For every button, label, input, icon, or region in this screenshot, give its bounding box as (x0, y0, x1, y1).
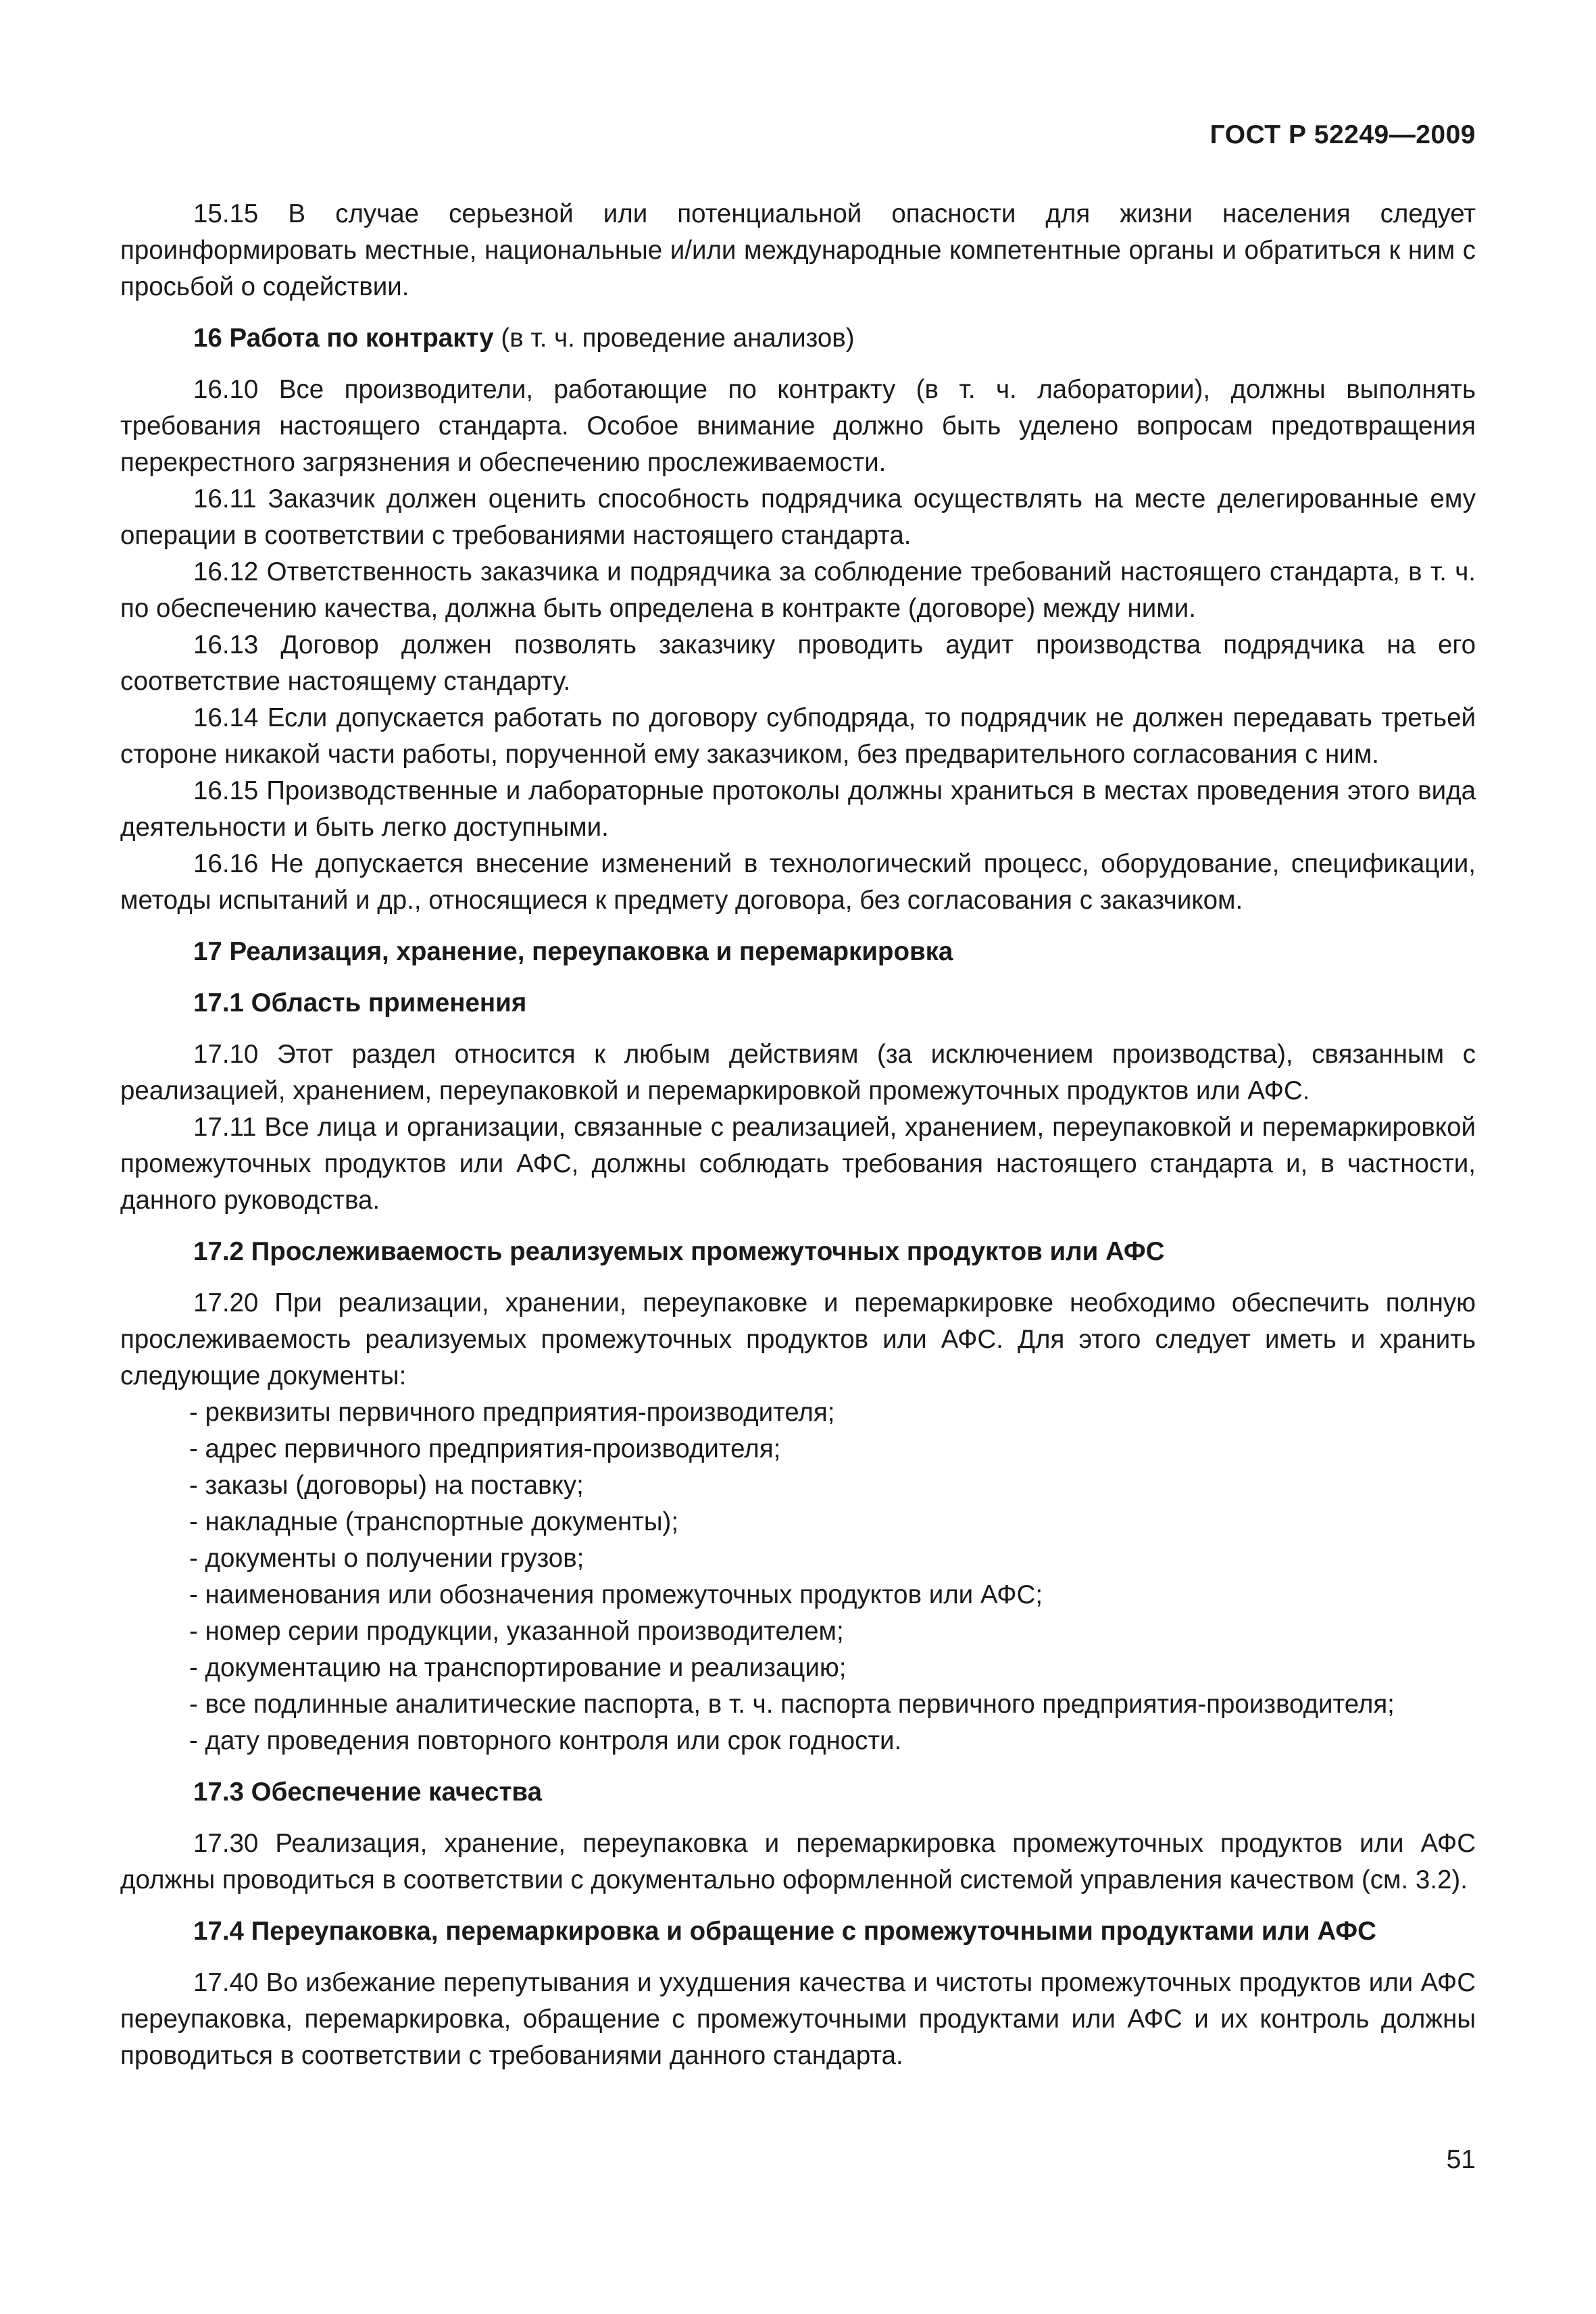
list-item: - адрес первичного предприятия-производителя; (189, 1434, 781, 1463)
paragraph-16-11: 16.11 Заказчик должен оценить способность подрядчика осуществлять на месте делегированные ему операции в соответствии с требованиями настоящего стандарта. (120, 484, 1476, 550)
section-17-2-heading: 17.2 Прослеживаемость реализуемых промежуточных продуктов или АФС (193, 1237, 1165, 1266)
list-item: - реквизиты первичного предприятия-производителя; (189, 1398, 835, 1427)
section-16-subtitle: (в т. ч. проведение анализов) (493, 324, 855, 353)
list-item: - документы о получении грузов; (189, 1544, 584, 1573)
section-17-heading: 17 Реализация, хранение, переупаковка и перемаркировка (193, 937, 953, 966)
section-16-title: 16 Работа по контракту (193, 324, 494, 353)
paragraph-17-30: 17.30 Реализация, хранение, переупаковка и перемаркировка промежуточных продуктов или АФС должны проводиться в соответствии с документально оформленной системой управления качеством (см. 3.2). (120, 1829, 1476, 1894)
section-16-heading (120, 320, 1476, 357)
document-body (120, 196, 1476, 2074)
section-17-3-heading: 17.3 Обеспечение качества (193, 1778, 542, 1807)
paragraph-17-20: 17.20 При реализации, хранении, переупаковке и перемаркировке необходимо обеспечить полную прослеживаемость реализуемых промежуточных продуктов или АФС. Для этого следует иметь и хранить следующие документы: (120, 1288, 1476, 1390)
documents-list (120, 1394, 1476, 1759)
page-number: 51 (1446, 2145, 1476, 2174)
list-item: - дату проведения повторного контроля или срок годности. (189, 1726, 902, 1755)
paragraph-16-16: 16.16 Не допускается внесение изменений в технологический процесс, оборудование, спецификации, методы испытаний и др., относящиеся к предмету договора, без согласования с заказчиком. (120, 849, 1476, 915)
paragraph-16-15: 16.15 Производственные и лабораторные протоколы должны храниться в местах проведения этого вида деятельности и быть легко доступными. (120, 776, 1476, 842)
list-item: - все подлинные аналитические паспорта, в т. ч. паспорта первичного предприятия-производителя; (189, 1690, 1395, 1719)
paragraph-17-11: 17.11 Все лица и организации, связанные с реализацией, хранением, переупаковкой и перемаркировкой промежуточных продуктов или АФС, должны соблюдать требования настоящего стандарта и, в частности, данного руководства. (120, 1113, 1476, 1215)
section-17-1-heading: 17.1 Область применения (193, 988, 527, 1017)
section-17-4-heading: 17.4 Переупаковка, перемаркировка и обращение с промежуточными продуктами или АФС (193, 1917, 1376, 1946)
paragraph-16-13: 16.13 Договор должен позволять заказчику проводить аудит производства подрядчика на его соответствие настоящему стандарту. (120, 630, 1476, 696)
paragraph-17-40: 17.40 Во избежание перепутывания и ухудшения качества и чистоты промежуточных продуктов или АФС переупаковка, перемаркировка, обращение с промежуточными продуктами или АФС и их контроль должны проводиться в соответствии с требованиями данного стандарта. (120, 1968, 1476, 2070)
paragraph-16-12: 16.12 Ответственность заказчика и подрядчика за соблюдение требований настоящего стандарта, в т. ч. по обеспечению качества, должна быть определена в контракте (договоре) между ними. (120, 557, 1476, 623)
list-item: - накладные (транспортные документы); (189, 1507, 679, 1536)
list-item: - заказы (договоры) на поставку; (189, 1471, 584, 1500)
list-item: - документацию на транспортирование и реализацию; (189, 1653, 847, 1682)
list-item: - номер серии продукции, указанной производителем; (189, 1617, 844, 1646)
paragraph-16-10: 16.10 Все производители, работающие по контракту (в т. ч. лаборатории), должны выполнять требования настоящего стандарта. Особое внимание должно быть уделено вопросам предотвращения перекрестного загрязнения и обеспечению прослеживаемости. (120, 375, 1476, 477)
paragraph-17-10: 17.10 Этот раздел относится к любым действиям (за исключением производства), связанным с реализацией, хранением, переупаковкой и перемаркировкой промежуточных продуктов или АФС. (120, 1040, 1476, 1105)
document-header: ГОСТ Р 52249—2009 (1210, 120, 1476, 149)
list-item: - наименования или обозначения промежуточных продуктов или АФС; (189, 1580, 1043, 1609)
paragraph-16-14: 16.14 Если допускается работать по договору субподряда, то подрядчик не должен передавать третьей стороне никакой части работы, порученной ему заказчиком, без предварительного согласования с ним. (120, 703, 1476, 769)
paragraph-15-15: 15.15 В случае серьезной или потенциальной опасности для жизни населения следует проинформировать местные, национальные и/или международные компетентные органы и обратиться к ним с просьбой о содействии. (120, 199, 1476, 301)
